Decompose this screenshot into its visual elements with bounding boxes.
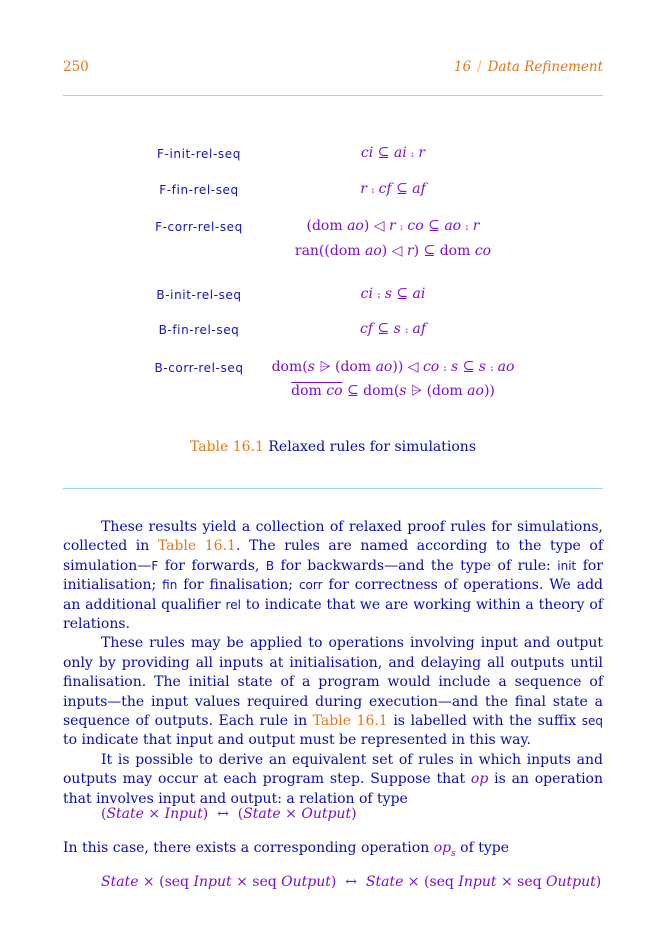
- table-caption: [63, 439, 603, 455]
- rule-formula: (dom ao) ◁ r ⨾ co ⊆ ao ⨾ r: [306, 218, 480, 234]
- body-text: [63, 518, 603, 809]
- rule-name: F-init-rel-seq: [157, 147, 241, 161]
- rule-formula: cf ⊆ s ⨾ af: [359, 321, 427, 337]
- paragraph: These results yield a collection of relaxed proof rules for simulations, collected in Table 16.1. The rules are named according to the type of simulation—F for forwards, B for backwards—and the type of rule: init for initialisation; fin for finalisation; corr for correctness of operations. We add an additional qualifier rel to indicate that we are working within a theory of relations.: [63, 519, 604, 633]
- rule-name: B-fin-rel-seq: [158, 323, 240, 337]
- rule-formula: ci ⊆ ai ⨾ r: [360, 145, 426, 161]
- rule-name: B-init-rel-seq: [156, 288, 242, 302]
- chapter-title: Data Refinement: [487, 59, 603, 75]
- rule-name: F-fin-rel-seq: [159, 183, 239, 197]
- display-formula: State × (seq Input × seq Output) ↔ State × (seq Input × seq Output): [101, 874, 602, 890]
- rule-formula: dom(s ⩥ (dom ao)) ◁ co ⨾ s ⊆ s ⨾ ao: [271, 359, 515, 375]
- table-label[interactable]: Table 16.1: [189, 439, 264, 455]
- running-header: [454, 59, 603, 75]
- table-top-rule: [63, 95, 603, 96]
- paragraph: It is possible to derive an equivalent set of rules in which inputs and outputs may occur at each program step. Suppose that op is an operation that involves input and output: a relation of type: [63, 751, 604, 807]
- rule-name: B-corr-rel-seq: [154, 361, 244, 375]
- table-reference-link[interactable]: Table 16.1: [157, 538, 236, 555]
- display-formula: (State × Input) ↔ (State × Output): [101, 806, 357, 822]
- chapter-number: 16: [453, 59, 472, 75]
- page-number: 250: [63, 59, 89, 75]
- rule-formula-line2: ran((dom ao) ◁ r) ⊆ dom co: [294, 243, 492, 259]
- body-line: In this case, there exists a corresponding operation $op_s$ of type: [63, 840, 509, 859]
- header-separator: /: [477, 59, 482, 75]
- rule-formula-line2: dom co ⊆ dom(s ⩥ (dom ao)): [291, 383, 495, 399]
- rule-name: F-corr-rel-seq: [155, 220, 243, 234]
- table-reference-link[interactable]: Table 16.1: [312, 713, 388, 730]
- caption-text: Relaxed rules for simulations: [268, 439, 477, 455]
- rule-formula: ci ⨾ s ⊆ ai: [360, 286, 426, 302]
- table-bottom-rule: [63, 488, 603, 489]
- rule-formula: r ⨾ cf ⊆ af: [360, 181, 426, 197]
- paragraph: These rules may be applied to operations involving input and output only by providing all inputs at initialisation, and delaying all outputs until finalisation. The initial state of a program would include a sequence of inputs—the input values required during execution—and the final state a sequence of outputs. Each rule in Table 16.1 is labelled with the suffix seq to indicate that input and output must be represented in this way.: [63, 635, 603, 749]
